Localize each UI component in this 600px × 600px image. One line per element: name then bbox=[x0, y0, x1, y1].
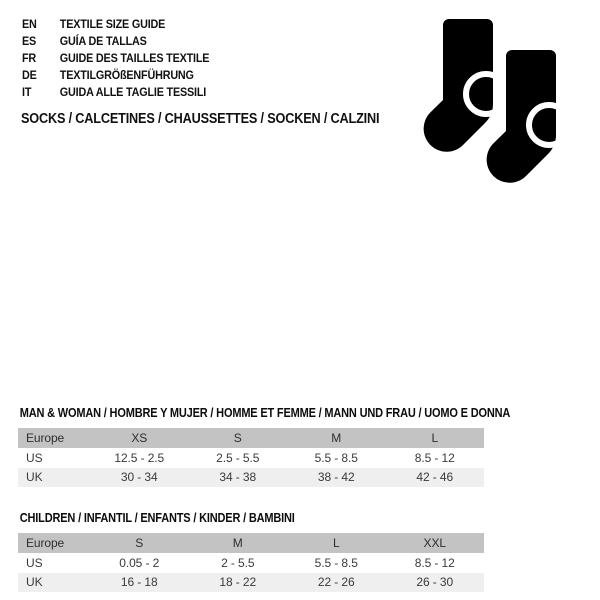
product-category-title: SOCKS / CALCETINES / CHAUSSETTES / SOCKEN / CALZINI bbox=[21, 111, 380, 127]
language-label: GUIDA ALLE TAGLIE TESSILI bbox=[59, 85, 207, 99]
size-value: 5.5 - 8.5 bbox=[314, 556, 358, 570]
size-value: 2 - 5.5 bbox=[221, 556, 255, 570]
column-header-size: XXL bbox=[423, 536, 446, 550]
sock-left bbox=[424, 19, 506, 152]
column-header-size: L bbox=[431, 431, 439, 445]
table-row-us bbox=[18, 449, 484, 468]
column-header-region: Europe bbox=[26, 536, 65, 550]
language-code: IT bbox=[22, 85, 32, 99]
column-header-size: M bbox=[232, 536, 243, 550]
table-header-row bbox=[18, 533, 484, 553]
language-label: GUÍA DE TALLAS bbox=[59, 34, 147, 48]
size-value: 12.5 - 2.5 bbox=[114, 451, 165, 465]
row-label: UK bbox=[26, 575, 43, 589]
size-value: 5.5 - 8.5 bbox=[314, 451, 358, 465]
language-label: TEXTILE SIZE GUIDE bbox=[59, 17, 166, 31]
table-title: MAN & WOMAN / HOMBRE Y MUJER / HOMME ET FEMME / MANN UND FRAU / UOMO E DONNA bbox=[19, 406, 511, 420]
column-header-size: XS bbox=[131, 431, 148, 445]
table-row-uk bbox=[18, 573, 484, 592]
socks-icon bbox=[390, 0, 600, 185]
children-size-table bbox=[18, 511, 484, 592]
language-label: TEXTILGRÖßENFÜHRUNG bbox=[59, 68, 194, 82]
language-code: DE bbox=[22, 68, 37, 82]
size-value: 38 - 42 bbox=[317, 470, 355, 484]
language-list bbox=[22, 16, 230, 101]
sock-shape bbox=[424, 19, 493, 152]
size-value: 8.5 - 12 bbox=[414, 451, 455, 465]
size-value: 26 - 30 bbox=[416, 575, 454, 589]
language-code: EN bbox=[22, 17, 37, 31]
column-header-size: L bbox=[332, 536, 340, 550]
sock-shape bbox=[487, 50, 556, 183]
size-value: 2.5 - 5.5 bbox=[216, 451, 260, 465]
column-header-size: S bbox=[135, 536, 144, 550]
size-value: 22 - 26 bbox=[317, 575, 355, 589]
language-row-es bbox=[22, 33, 209, 50]
column-header-region: Europe bbox=[26, 431, 65, 445]
sock-right bbox=[487, 50, 569, 183]
column-header-size: M bbox=[331, 431, 342, 445]
language-row-it bbox=[22, 84, 209, 101]
table-row-uk bbox=[18, 468, 484, 487]
size-value: 8.5 - 12 bbox=[414, 556, 455, 570]
language-label: GUIDE DES TAILLES TEXTILE bbox=[59, 51, 210, 65]
size-value: 30 - 34 bbox=[120, 470, 158, 484]
column-header-size: S bbox=[233, 431, 242, 445]
table-row-us bbox=[18, 554, 484, 573]
row-label: UK bbox=[26, 470, 43, 484]
language-code: FR bbox=[22, 51, 37, 65]
table-title: CHILDREN / INFANTIL / ENFANTS / KINDER / BAMBINI bbox=[19, 511, 295, 525]
language-row-en bbox=[22, 16, 209, 33]
size-value: 18 - 22 bbox=[219, 575, 257, 589]
language-row-fr bbox=[22, 50, 209, 67]
size-value: 16 - 18 bbox=[120, 575, 158, 589]
size-value: 0.05 - 2 bbox=[119, 556, 160, 570]
language-code: ES bbox=[22, 34, 37, 48]
language-row-de bbox=[22, 67, 209, 84]
row-label: US bbox=[26, 556, 43, 570]
men-women-size-table bbox=[18, 406, 511, 487]
size-value: 34 - 38 bbox=[219, 470, 257, 484]
table-header-row bbox=[18, 428, 484, 448]
size-value: 42 - 46 bbox=[416, 470, 454, 484]
row-label: US bbox=[26, 451, 43, 465]
